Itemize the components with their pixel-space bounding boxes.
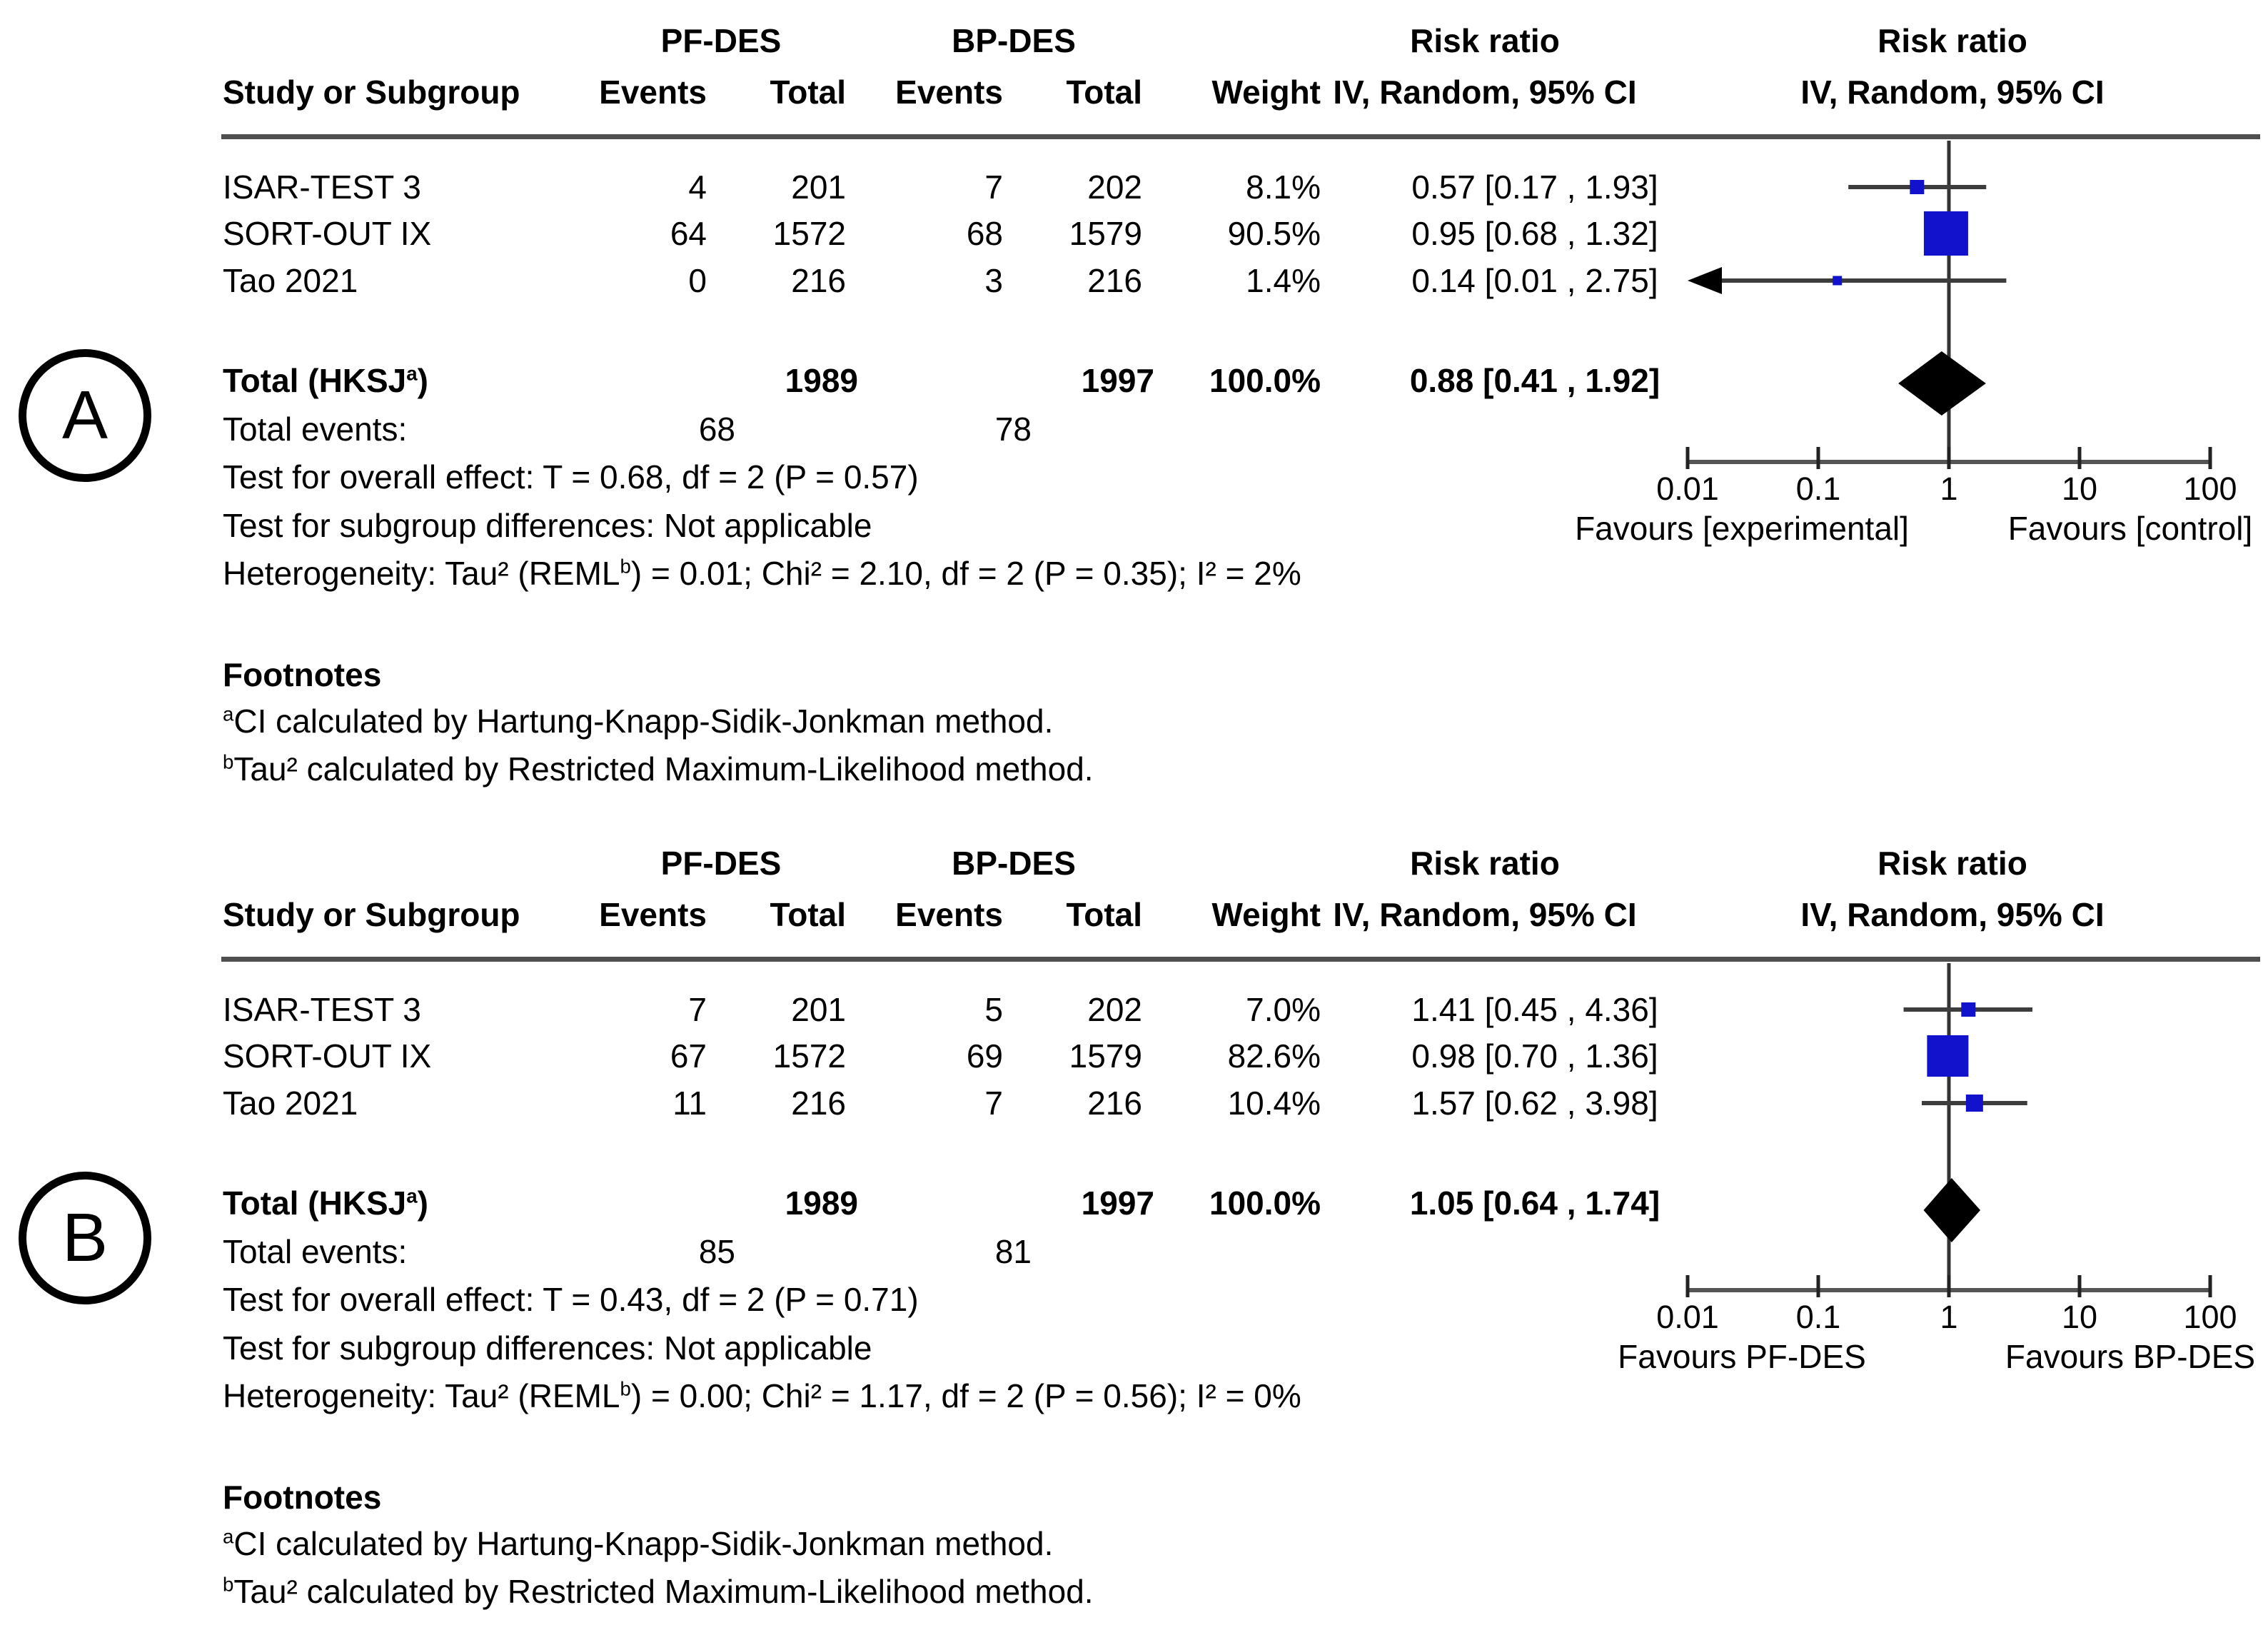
bp-total-cell: 1579 xyxy=(1069,215,1142,252)
clip-arrow xyxy=(1688,267,1722,294)
summary-diamond xyxy=(1898,351,1986,416)
weight-cell: 1.4% xyxy=(1246,262,1321,299)
heterogeneity-stats: Heterogeneity: Tau² $(REML^b) = 0.00$; Chi² = 1.17, df = 2 (P = 0.56); I² = 0% xyxy=(223,1377,1301,1414)
pf-events-column-header: Events xyxy=(599,74,707,111)
method-ci-plot-header: IV, Random, 95% CI xyxy=(1800,896,2105,933)
panel-a-badge xyxy=(19,349,151,482)
risk-ratio-ci-cell: 1.41 [0.45 , 4.36] xyxy=(1411,991,1658,1028)
bp-events-cell: 7 xyxy=(984,168,1003,206)
total-weight: 100.0% xyxy=(1209,1184,1321,1222)
risk-ratio-ci-cell: 1.57 [0.62 , 3.98] xyxy=(1411,1085,1658,1122)
footnotes-title: Footnotes xyxy=(223,656,382,693)
pf-events-cell: 4 xyxy=(688,168,707,206)
total-events-pf: 85 xyxy=(698,1233,735,1270)
study-name-cell: ISAR-TEST 3 xyxy=(223,168,421,206)
axis-tick-label: 0.1 xyxy=(1795,471,1841,507)
overall-effect-test: Test for overall effect: T = 0.68, df = 2 (P = 0.57) xyxy=(223,458,919,495)
risk-ratio-plot-header: Risk ratio xyxy=(1878,22,2027,59)
weight-marker xyxy=(1833,276,1842,286)
subgroup-differences-test: Test for subgroup differences: Not applicable xyxy=(223,507,872,544)
method-ci-column-header: IV, Random, 95% CI xyxy=(1333,74,1637,111)
favours-right-label: Favours [control] xyxy=(2007,510,2253,547)
weight-marker xyxy=(1961,1002,1975,1017)
axis-tick-label: 0.01 xyxy=(1656,1299,1719,1335)
weight-cell: 7.0% xyxy=(1246,991,1321,1028)
study-column-header: Study or Subgroup xyxy=(223,74,520,111)
pf-events-cell: 67 xyxy=(670,1037,707,1075)
total-events-bp: 81 xyxy=(994,1233,1032,1270)
pf-total-cell: 201 xyxy=(791,991,846,1028)
risk-ratio-column-header: Risk ratio xyxy=(1410,845,1560,882)
study-name-cell: SORT-OUT IX xyxy=(223,1037,432,1075)
weight-marker xyxy=(1924,211,1968,256)
bp-events-cell: 5 xyxy=(984,991,1003,1028)
axis-tick-label: 1 xyxy=(1940,1299,1958,1335)
weight-cell: 8.1% xyxy=(1246,168,1321,206)
axis-tick-label: 10 xyxy=(2061,1299,2098,1335)
group-header-pf-des: PF-DES xyxy=(660,22,782,59)
group-header-bp-des: BP-DES xyxy=(952,845,1076,882)
header-rule xyxy=(221,134,2260,139)
study-column-header: Study or Subgroup xyxy=(223,896,520,933)
subgroup-differences-test: Test for subgroup differences: Not applicable xyxy=(223,1329,872,1367)
risk-ratio-plot-header: Risk ratio xyxy=(1878,845,2027,882)
bp-total-cell: 202 xyxy=(1087,168,1142,206)
method-ci-plot-header: IV, Random, 95% CI xyxy=(1800,74,2105,111)
axis-tick-label: 0.01 xyxy=(1656,471,1719,507)
pf-events-column-header: Events xyxy=(599,896,707,933)
risk-ratio-column-header: Risk ratio xyxy=(1410,22,1560,59)
axis-tick-label: 100 xyxy=(2183,471,2237,507)
pf-total-cell: 216 xyxy=(791,1085,846,1122)
total-bp-n: 1997 xyxy=(1081,1184,1154,1222)
study-name-cell: Tao 2021 xyxy=(223,262,358,299)
pf-total-cell: 201 xyxy=(791,168,846,206)
header-rule xyxy=(221,957,2260,962)
panel-a-letter: A xyxy=(61,377,109,453)
footnotes-title: Footnotes xyxy=(223,1479,382,1516)
weight-cell: 90.5% xyxy=(1227,215,1321,252)
bp-events-cell: 3 xyxy=(984,262,1003,299)
axis-tick-label: 1 xyxy=(1940,471,1958,507)
total-row-label: Total (HKSJ$^a$) xyxy=(223,362,428,399)
bp-total-cell: 216 xyxy=(1087,262,1142,299)
bp-total-cell: 216 xyxy=(1087,1085,1142,1122)
bp-total-column-header: Total xyxy=(1066,896,1142,933)
favours-right-label: Favours BP-DES xyxy=(2005,1338,2256,1375)
risk-ratio-ci-cell: 0.57 [0.17 , 1.93] xyxy=(1411,168,1658,206)
panel-b-letter: B xyxy=(61,1199,109,1276)
pf-total-column-header: Total xyxy=(770,74,846,111)
total-bp-n: 1997 xyxy=(1081,362,1154,399)
study-name-cell: ISAR-TEST 3 xyxy=(223,991,421,1028)
study-name-cell: SORT-OUT IX xyxy=(223,215,432,252)
study-name-cell: Tao 2021 xyxy=(223,1085,358,1122)
footnote-a: $^a$CI calculated by Hartung-Knapp-Sidik-Jonkman method. xyxy=(223,703,1054,740)
risk-ratio-ci-cell: 0.14 [0.01 , 2.75] xyxy=(1411,262,1658,299)
total-pf-n: 1989 xyxy=(785,362,858,399)
pf-total-cell: 1572 xyxy=(772,215,846,252)
weight-marker xyxy=(1966,1095,1983,1112)
weight-cell: 10.4% xyxy=(1227,1085,1321,1122)
group-header-pf-des: PF-DES xyxy=(660,845,782,882)
weight-column-header: Weight xyxy=(1211,74,1321,111)
total-events-bp: 78 xyxy=(994,411,1032,448)
risk-ratio-ci-cell: 0.98 [0.70 , 1.36] xyxy=(1411,1037,1658,1075)
pf-events-cell: 11 xyxy=(672,1085,707,1122)
total-events-label: Total events: xyxy=(223,1233,408,1270)
footnote-b: $^b$Tau² calculated by Restricted Maximum-Likelihood method. xyxy=(223,1573,1094,1610)
axis-tick-label: 10 xyxy=(2061,471,2098,507)
bp-total-cell: 202 xyxy=(1087,991,1142,1028)
weight-cell: 82.6% xyxy=(1227,1037,1321,1075)
bp-total-column-header: Total xyxy=(1066,74,1142,111)
total-row-label: Total (HKSJ$^a$) xyxy=(223,1184,428,1222)
panel-b-badge xyxy=(19,1172,151,1304)
summary-diamond xyxy=(1924,1178,1980,1242)
axis-tick-label: 0.1 xyxy=(1795,1299,1841,1335)
total-risk-ratio-ci: 1.05 [0.64 , 1.74] xyxy=(1409,1184,1660,1222)
total-weight: 100.0% xyxy=(1209,362,1321,399)
pf-total-cell: 1572 xyxy=(772,1037,846,1075)
favours-left-label: Favours [experimental] xyxy=(1575,510,1909,547)
panel-b xyxy=(0,822,2268,1635)
bp-events-cell: 68 xyxy=(966,215,1003,252)
overall-effect-test: Test for overall effect: T = 0.43, df = 2 (P = 0.71) xyxy=(223,1281,919,1318)
group-header-bp-des: BP-DES xyxy=(952,22,1076,59)
footnote-b: $^b$Tau² calculated by Restricted Maximum-Likelihood method. xyxy=(223,750,1094,788)
favours-left-label: Favours PF-DES xyxy=(1618,1338,1866,1375)
total-risk-ratio-ci: 0.88 [0.41 , 1.92] xyxy=(1409,362,1660,399)
pf-events-cell: 64 xyxy=(670,215,707,252)
total-events-label: Total events: xyxy=(223,411,408,448)
footnote-a: $^a$CI calculated by Hartung-Knapp-Sidik-Jonkman method. xyxy=(223,1525,1054,1562)
risk-ratio-ci-cell: 0.95 [0.68 , 1.32] xyxy=(1411,215,1658,252)
pf-events-cell: 7 xyxy=(688,991,707,1028)
bp-events-column-header: Events xyxy=(895,74,1003,111)
method-ci-column-header: IV, Random, 95% CI xyxy=(1333,896,1637,933)
pf-events-cell: 0 xyxy=(688,262,707,299)
bp-events-cell: 7 xyxy=(984,1085,1003,1122)
bp-total-cell: 1579 xyxy=(1069,1037,1142,1075)
bp-events-cell: 69 xyxy=(966,1037,1003,1075)
bp-events-column-header: Events xyxy=(895,896,1003,933)
weight-marker xyxy=(1927,1035,1968,1077)
weight-column-header: Weight xyxy=(1211,896,1321,933)
axis-tick-label: 100 xyxy=(2183,1299,2237,1335)
pf-total-cell: 216 xyxy=(791,262,846,299)
total-pf-n: 1989 xyxy=(785,1184,858,1222)
total-events-pf: 68 xyxy=(698,411,735,448)
pf-total-column-header: Total xyxy=(770,896,846,933)
heterogeneity-stats: Heterogeneity: Tau² $(REML^b) = 0.01$; Chi² = 2.10, df = 2 (P = 0.35); I² = 2% xyxy=(223,555,1301,592)
weight-marker xyxy=(1910,180,1924,194)
